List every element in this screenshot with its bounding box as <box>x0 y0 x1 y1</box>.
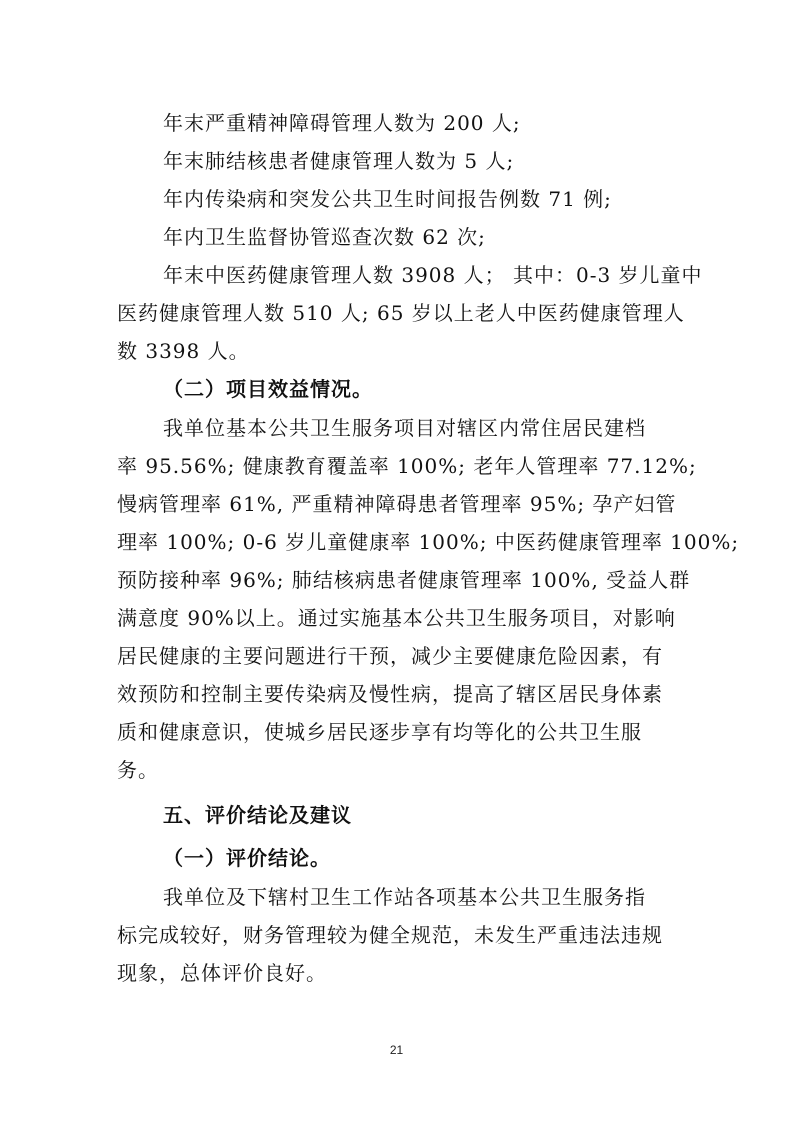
text-line: 标完成较好，财务管理较为健全规范，未发生严重违法违规 <box>117 923 663 947</box>
text-line: 医药健康管理人数 510 人; 65 岁以上老人中医药健康管理人 <box>117 301 685 325</box>
text-line: 慢病管理率 61%, 严重精神障碍患者管理率 95%; 孕产妇管 <box>117 492 677 516</box>
text-line: 效预防和控制主要传染病及慢性病，提高了辖区居民身体素 <box>117 682 663 706</box>
text-line: 年末肺结核患者健康管理人数为 5 人; <box>163 149 515 173</box>
text-line: 年末中医药健康管理人数 3908 人； 其中：0-3 岁儿童中 <box>163 263 703 287</box>
text-line: 居民健康的主要问题进行干预，减少主要健康危险因素，有 <box>117 644 663 668</box>
text-line: 现象，总体评价良好。 <box>117 961 327 985</box>
text-line: 年内传染病和突发公共卫生时间报告例数 71 例; <box>163 187 612 211</box>
text-line: 理率 100%; 0-6 岁儿童健康率 100%; 中医药健康管理率 100%; <box>117 530 740 554</box>
section-heading: （一）评价结论。 <box>163 846 331 870</box>
text-line: 数 3398 人。 <box>117 339 250 363</box>
text-line: 我单位及下辖村卫生工作站各项基本公共卫生服务指 <box>163 885 646 909</box>
text-line: 质和健康意识，使城乡居民逐步享有均等化的公共卫生服 <box>117 720 642 744</box>
section-heading: 五、评价结论及建议 <box>163 803 352 827</box>
section-heading: （二）项目效益情况。 <box>163 377 373 401</box>
text-line: 年内卫生监督协管巡查次数 62 次; <box>163 225 486 249</box>
page-number: 21 <box>389 1043 404 1057</box>
text-line: 预防接种率 96%; 肺结核病患者健康管理率 100%, 受益人群 <box>117 568 691 592</box>
text-line: 务。 <box>117 758 159 782</box>
text-line: 我单位基本公共卫生服务项目对辖区内常住居民建档 <box>163 416 646 440</box>
text-line: 率 95.56%; 健康教育覆盖率 100%; 老年人管理率 77.12%; <box>117 454 697 478</box>
text-line: 满意度 90%以上。通过实施基本公共卫生服务项目，对影响 <box>117 606 676 630</box>
text-line: 年末严重精神障碍管理人数为 200 人; <box>163 111 521 135</box>
